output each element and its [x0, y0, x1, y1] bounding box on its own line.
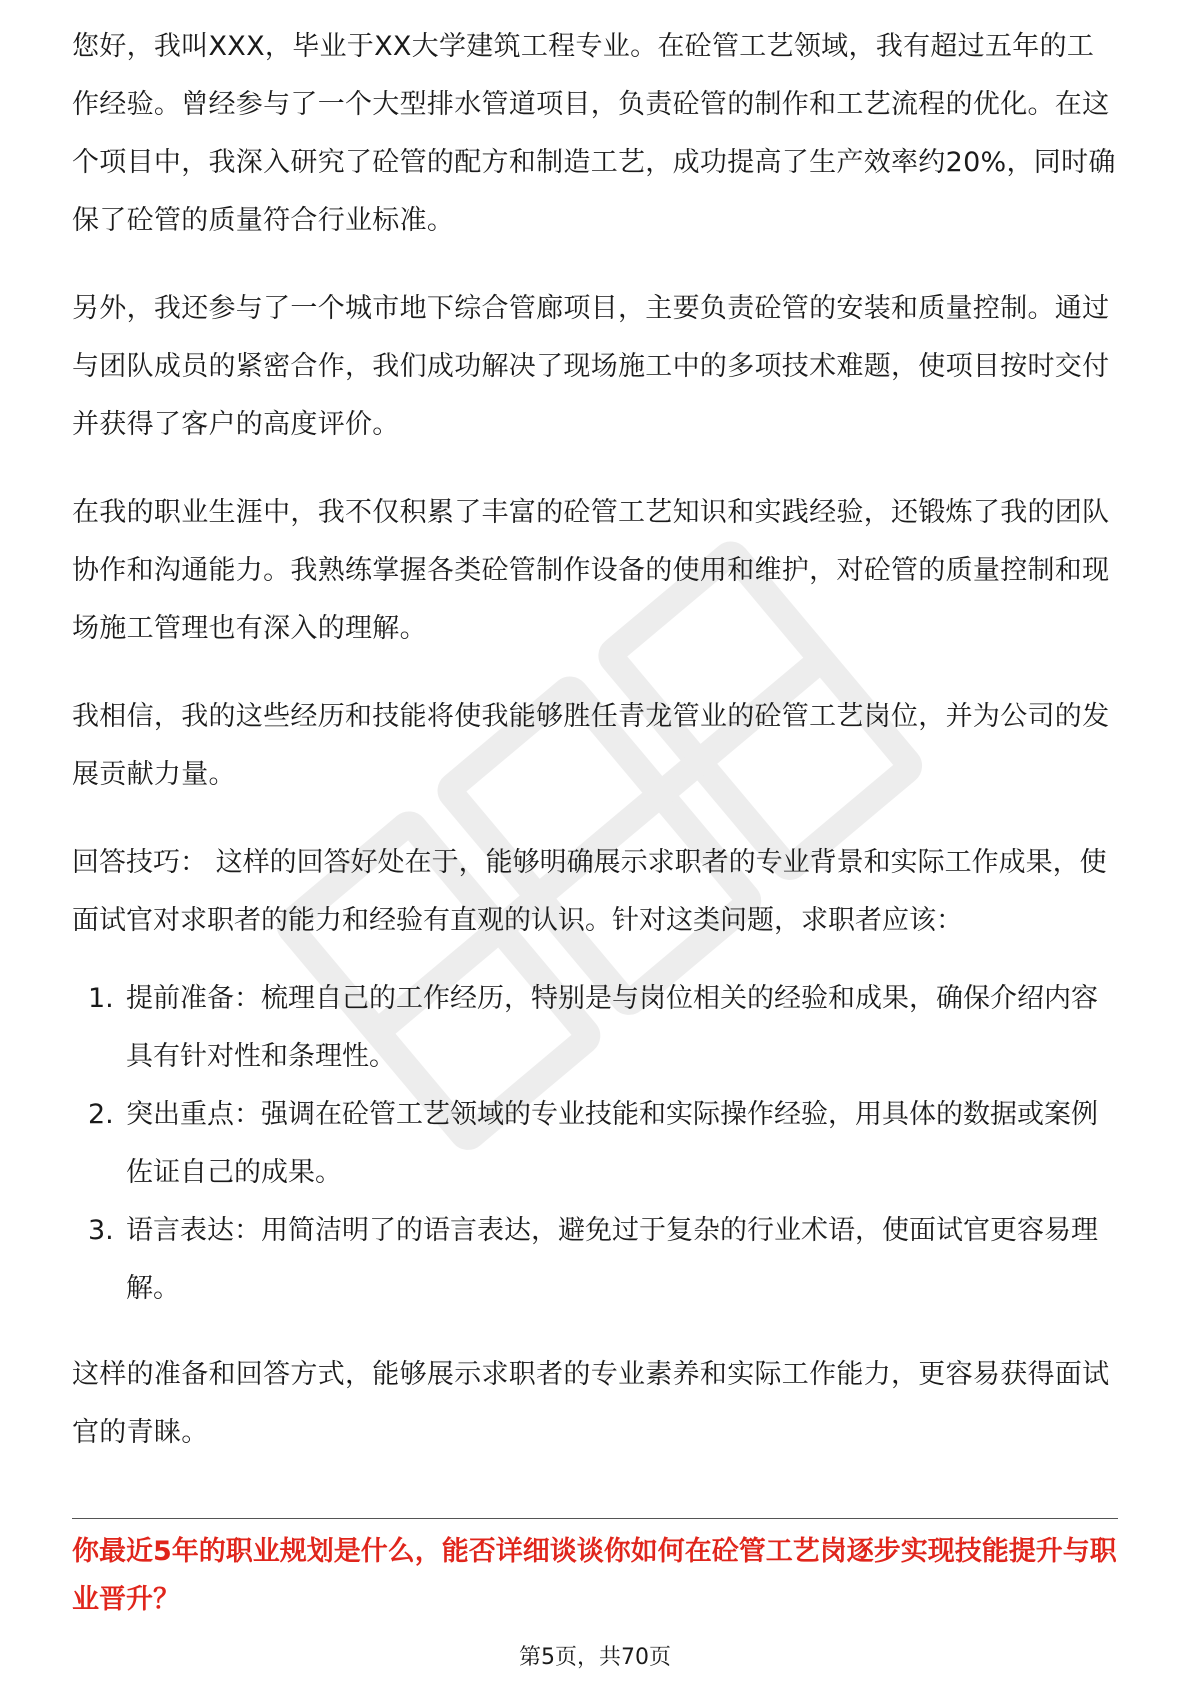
paragraph-conclusion: 这样的准备和回答方式，能够展示求职者的专业素养和实际工作能力，更容易获得面试官的青睐。: [72, 1359, 1110, 1448]
page-number: 第5页，共70页: [519, 1645, 671, 1670]
paragraph-intro: 您好，我叫XXX，毕业于XX大学建筑工程专业。在砼管工艺领域，我有超过五年的工作经验。曾经参与了一个大型排水管道项目，负责砼管的制作和工艺流程的优化。在这个项目中，我深入研究了砼管的配方和制造工艺，成功提高了生产效率约20%，同时确保了砼管的质量符合行业标准。: [72, 31, 1116, 236]
next-question-heading: 你最近5年的职业规划是什么，能否详细谈谈你如何在砼管工艺岗逐步实现技能提升与职业晋升？: [72, 1536, 1117, 1615]
paragraph-project: 另外，我还参与了一个城市地下综合管廊项目，主要负责砼管的安装和质量控制。通过与团队成员的紧密合作，我们成功解决了现场施工中的多项技术难题，使项目按时交付并获得了客户的高度评价。: [72, 293, 1110, 440]
tips-intro: 回答技巧： 这样的回答好处在于，能够明确展示求职者的专业背景和实际工作成果，使面试官对求职者的能力和经验有直观的认识。针对这类问题，求职者应该：: [72, 847, 1107, 936]
list-item-text: 语言表达：用简洁明了的语言表达，避免过于复杂的行业术语，使面试官更容易理解。: [126, 1215, 1098, 1304]
section-divider: [72, 1518, 1118, 1519]
list-item-number: 2.: [88, 1099, 114, 1130]
list-item-text: 突出重点：强调在砼管工艺领域的专业技能和实际操作经验，用具体的数据或案例佐证自己的成果。: [126, 1099, 1098, 1188]
tips-list: [72, 970, 1118, 1318]
list-item-text: 提前准备：梳理自己的工作经历，特别是与岗位相关的经验和成果，确保介绍内容具有针对性和条理性。: [126, 983, 1098, 1072]
main-content: [72, 18, 1118, 1492]
list-item: [72, 970, 1118, 1086]
list-item-number: 3.: [88, 1215, 114, 1246]
list-item: [72, 1202, 1118, 1318]
paragraph-belief: 我相信，我的这些经历和技能将使我能够胜任青龙管业的砼管工艺岗位，并为公司的发展贡献力量。: [72, 701, 1110, 790]
list-item: [72, 1086, 1118, 1202]
list-item-number: 1.: [88, 983, 114, 1014]
paragraph-career: 在我的职业生涯中，我不仅积累了丰富的砼管工艺知识和实践经验，还锻炼了我的团队协作和沟通能力。我熟练掌握各类砼管制作设备的使用和维护，对砼管的质量控制和现场施工管理也有深入的理解。: [72, 497, 1110, 644]
